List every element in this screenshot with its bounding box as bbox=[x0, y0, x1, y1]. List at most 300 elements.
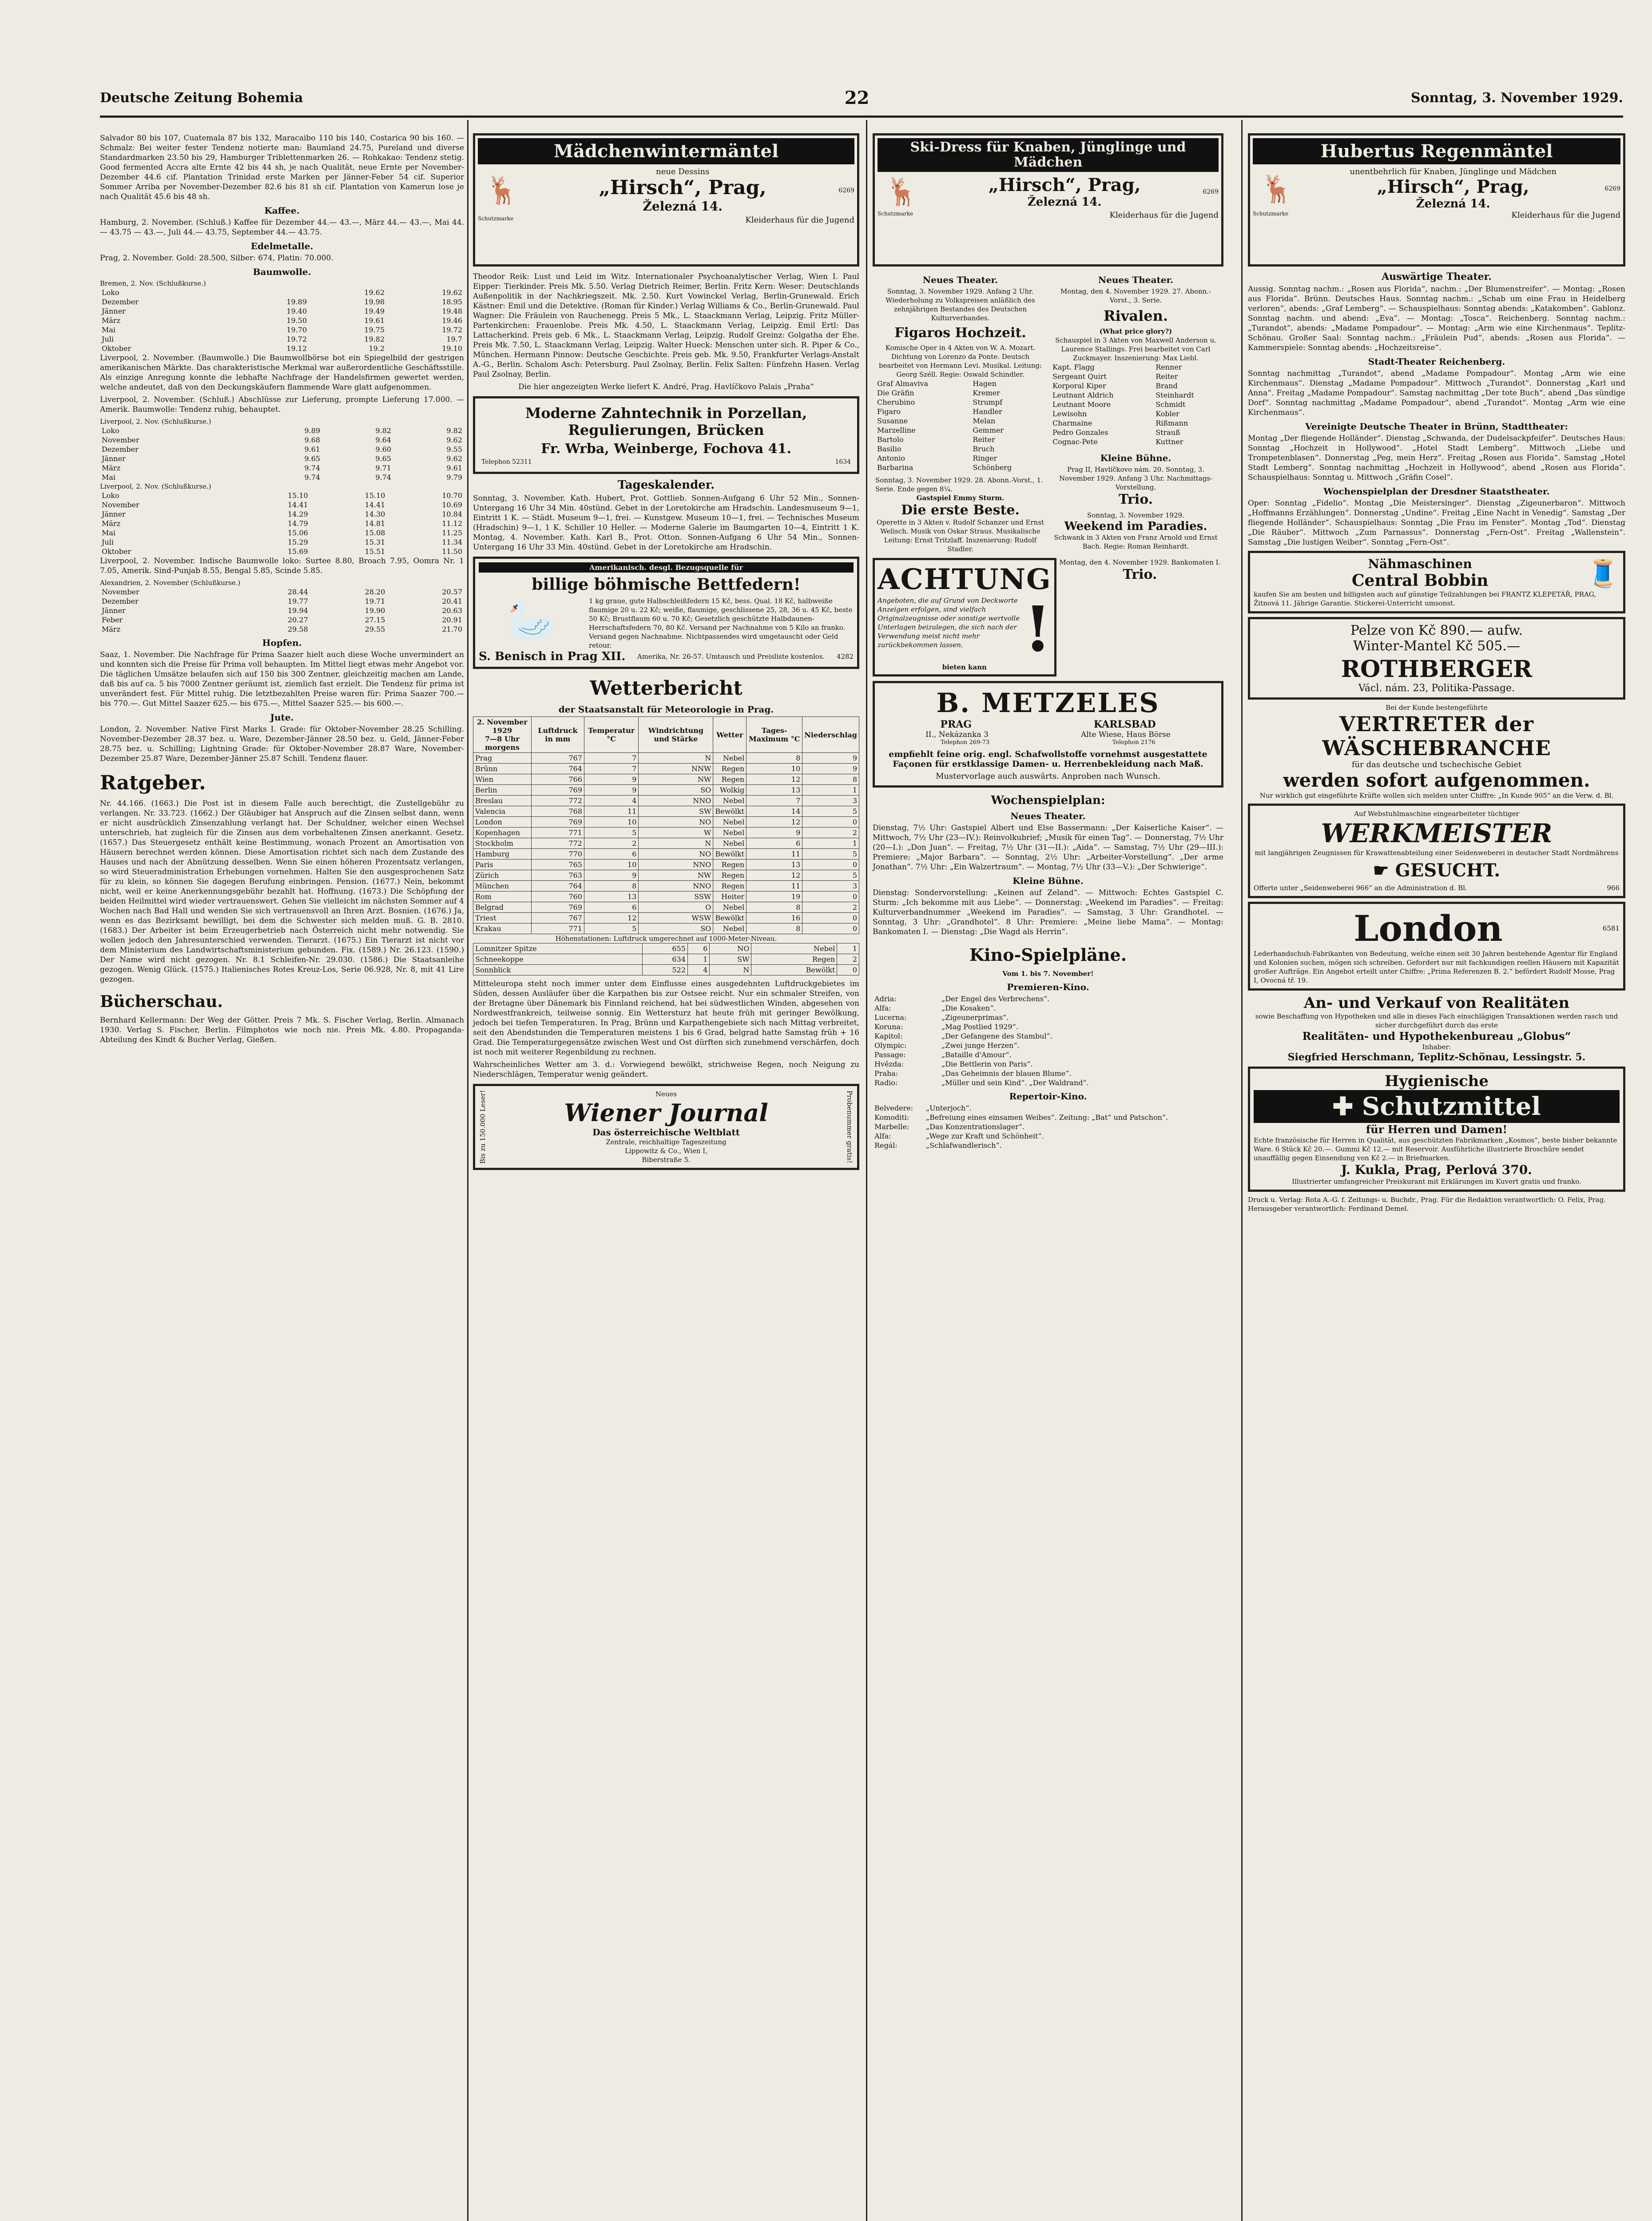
ad-firm: Central Bobbin bbox=[1351, 571, 1489, 590]
play-title: Trio. bbox=[1123, 567, 1157, 582]
table-cell: Bruch bbox=[973, 445, 995, 453]
table-cell: 19.61 bbox=[364, 316, 385, 325]
table-cell bbox=[231, 288, 309, 297]
table-row bbox=[100, 445, 464, 454]
ad-number: 1634 bbox=[835, 458, 851, 466]
table-cell: Olympic: bbox=[874, 1041, 907, 1050]
table-cell: Komoditi: bbox=[874, 1113, 909, 1122]
table-cell: Paris bbox=[473, 860, 532, 870]
table-cell: NNW bbox=[639, 764, 713, 774]
ad-london bbox=[1248, 902, 1625, 991]
table-cell: Reiter bbox=[1156, 372, 1178, 381]
table-cell: 655 bbox=[642, 943, 687, 954]
theater-heading: Vereinigte Deutsche Theater in Brünn, Stadttheater: bbox=[1305, 421, 1568, 432]
cast-row bbox=[875, 398, 1045, 407]
ratgeber-heading: Ratgeber. bbox=[100, 772, 206, 794]
column-divider bbox=[467, 120, 469, 2221]
deer-logo-icon: 🦌 bbox=[485, 175, 519, 206]
table-row bbox=[100, 537, 464, 547]
table-cell: 15.06 bbox=[287, 529, 308, 537]
weather-col-header: Tages-Maximum °C bbox=[747, 717, 802, 753]
table-cell: Feber bbox=[102, 616, 123, 624]
table-cell: 19.50 bbox=[286, 316, 307, 325]
ad-firm: J. Kukla, Prag, Perlová 370. bbox=[1341, 1162, 1532, 1177]
table-cell: Schmidt bbox=[1156, 400, 1186, 409]
table-caption: Bremen, 2. Nov. (Schlußkurse.) bbox=[100, 279, 206, 287]
weather-row bbox=[473, 774, 859, 785]
play-title: Trio. bbox=[1118, 492, 1153, 507]
weather-row bbox=[473, 954, 859, 965]
table-cell: 15.31 bbox=[365, 538, 385, 546]
table-cell: NW bbox=[639, 774, 713, 785]
ad-footer: Kleiderhaus für die Jugend bbox=[1511, 211, 1620, 220]
table-cell: Oktober bbox=[102, 344, 131, 353]
table-cell: Kuttner bbox=[1156, 438, 1183, 446]
column-books-weather bbox=[473, 133, 859, 1170]
table-cell: „Wege zur Kraft und Schönheit“. bbox=[925, 1132, 1044, 1140]
ad-title: Nähmaschinen bbox=[1368, 557, 1472, 571]
kino-row bbox=[873, 1050, 1223, 1059]
ad-address: Václ. nám. 23, Politika-Passage. bbox=[1358, 683, 1515, 694]
table-cell: 0 bbox=[802, 860, 859, 870]
table-cell: Prag bbox=[473, 753, 532, 764]
table-cell: 1 bbox=[802, 785, 859, 796]
ad-tel: 6269 bbox=[1604, 185, 1620, 192]
table-cell: 4 bbox=[687, 965, 710, 975]
table-cell: 19.75 bbox=[364, 326, 385, 334]
table-cell: Cherubino bbox=[877, 398, 915, 406]
table-cell: 9.89 bbox=[304, 426, 320, 435]
table-cell: „Bataille d'Amour“. bbox=[941, 1051, 1012, 1059]
theater-heading: Neues Theater. bbox=[1010, 811, 1086, 821]
weather-row bbox=[473, 785, 859, 796]
kino-row bbox=[873, 1113, 1223, 1122]
ad-vertreter bbox=[1248, 703, 1625, 800]
table-cell: 8 bbox=[584, 881, 639, 892]
table-cell: 19.90 bbox=[365, 606, 385, 615]
ad-title: B. METZELES bbox=[936, 688, 1160, 719]
table-cell: 772 bbox=[531, 796, 584, 806]
table-row bbox=[100, 500, 464, 509]
table-cell: „Das Konzentrationslager“. bbox=[925, 1122, 1025, 1131]
table-cell: Jänner bbox=[102, 510, 126, 518]
table-cell: 19.71 bbox=[365, 597, 385, 605]
weather-row bbox=[473, 943, 859, 954]
table-row bbox=[100, 473, 464, 482]
weather-col-header: Niederschlag bbox=[802, 717, 859, 753]
table-cell: 18.95 bbox=[442, 298, 462, 306]
liverpool-report-2: Liverpool, 2. November. (Schluß.) Abschlüsse zur Lieferung, prompte Lieferung 17.000. — Amerik. Baumwolle: Tendenz ruhig, behauptet. bbox=[100, 395, 464, 414]
table-cell: Strumpf bbox=[973, 398, 1003, 406]
ad-achtung bbox=[873, 558, 1056, 677]
ad-street: Železná 14. bbox=[1027, 195, 1102, 209]
liverpool-report: Liverpool, 2. November. (Baumwolle.) Die Baumwollbörse bot ein Spiegelbild der gestrigen amerikanischen Märkte. Das charakteristische Merkmal war außerordentliche Geschäftsstille. Als einzige Anregung konnte die lebhafte Nachfrage der Handelsfirmen gewertet werden, welche andeutet, daß von den Deckungskäufern flammende Ware glatt aufgenommen. bbox=[100, 354, 464, 392]
table-cell: 2 bbox=[802, 828, 859, 838]
cast-row bbox=[875, 407, 1045, 416]
theater-monday bbox=[1048, 271, 1223, 553]
ad-number: 966 bbox=[1607, 884, 1620, 892]
tageskalender-heading: Tageskalender. bbox=[617, 478, 715, 492]
table-cell: 10.84 bbox=[442, 510, 462, 518]
achtung-row bbox=[873, 558, 1223, 677]
ratgeber-text: Nr. 44.166. (1663.) Die Post ist in diesem Falle auch berechtigt, die Zustellgebühr zu verlangen. Nr. 33.723. (1662.) Der Gläubiger hat Anspruch auf die Zinsen selbst dann, wenn er nicht ausdrücklich Zinsenzahlung verlangt hat. Der Schuldner, welcher einen Wechsel unterschrieb, hat zugleich für die Zinsen aus dem vorbehaltenen Zinsen anerkannt. Gesetz. (1657.) Das Steuergesetz enthält keine Bestimmung, wonach Prozent an Amortisation von Häusern berechnet werden können. Diese Amortisation richtet sich nach dem Zustande des Hauses und nach der Abnützung desselben. Wenn Sie einen höheren Prozentsatz verlangen, so wird Steueradministration Erhebungen vornehmen. Halten Sie den ausgesprochenen Satz für zu klein, so können Sie dagegen Berufung einbringen. Pension. (1677.) Nein, bekommt nicht, weil er keine Anerkennungsgebühr bezahlt hat. Hoffnung. (1673.) Die Schöpfung der beiden Heilmittel wird wieder vertrauenswert. Gehen Sie vielleicht im nächsten Sommer auf 4 Wochen nach Bad Hall und wenden Sie sich vertrauensvoll an Ihren Arzt. Bosnien. (1676.) Ja, wenn es das Bezirksamt bewilligt, bei dem die Schwester sich melden muß. G. B. 2810. (1683.) Der Arbeiter ist beim Erzeugerbetrieb nach Österreich nicht mehr notwendig. Sie wollen jedoch den Jahresunterschied verwenden. Tierarzt. (1675.) Ein Tierarzt ist nicht vor dem Ministerium des Landwirtschaftsministerium gebunden. Fix. (1589.) Nr. 26.123. (1590.) Der Name wird nicht gezogen. Nr. 8.1 Schleifen-Nr. 29.030. (1586.) Die Staatsanleihe gezogen. Wenig Glück. (1575.) Italienisches Rotes Kreuz-Los, Serie 06.928, Nr. 8, mit 41 Lire gezogen. bbox=[100, 799, 464, 984]
table-row bbox=[100, 426, 464, 435]
table-cell: Jänner bbox=[102, 307, 126, 315]
table-row bbox=[100, 344, 464, 353]
play-info: Komische Oper in 4 Akten von W. A. Mozart. Dichtung von Lorenzo da Ponte. Deutsch bearbeitet von Hermann Levi. Musikal. Leitung: Georg Széll. Regie: Oswald Schindler. bbox=[878, 344, 1042, 378]
table-cell: 9.79 bbox=[446, 473, 462, 482]
table-cell: 19.46 bbox=[442, 316, 462, 325]
table-cell: 15.10 bbox=[365, 491, 385, 500]
weather-row bbox=[473, 764, 859, 774]
ad-title: London bbox=[1354, 908, 1503, 949]
table-row bbox=[100, 297, 464, 306]
ad-text: sowie Beschaffung von Hypotheken und alle in dieses Fach einschlägigen Transaktionen werden rasch und sicher durchgeführt durch das erste bbox=[1255, 1012, 1618, 1029]
weather-row bbox=[473, 753, 859, 764]
table-cell: 11 bbox=[747, 881, 802, 892]
ad-schutzmittel bbox=[1248, 1067, 1625, 1192]
table-cell: Schönberg bbox=[973, 463, 1012, 472]
table-cell: 15.08 bbox=[365, 529, 385, 537]
cast-table bbox=[875, 379, 1045, 472]
table-cell: 9.55 bbox=[446, 445, 462, 454]
table-cell: 5 bbox=[584, 923, 639, 934]
ad-street: Železná 14. bbox=[643, 199, 723, 214]
cast-row bbox=[1051, 372, 1221, 381]
ad-title: Schutzmittel bbox=[1362, 1092, 1541, 1121]
table-cell: Regen bbox=[713, 774, 747, 785]
ad-rothberger bbox=[1248, 617, 1625, 700]
table-cell: 19.7 bbox=[446, 335, 462, 343]
table-cell: Radio: bbox=[874, 1079, 898, 1087]
ad-footer: Kleiderhaus für die Jugend bbox=[1109, 211, 1219, 220]
theater-note: Wiederholung zu Volkspreisen anläßlich des zehnjährigen Bestandes des Deutschen Kulturverbandes. bbox=[886, 296, 1035, 322]
ad-text: empfiehlt feine orig. engl. Schafwollstoffe vornehmst ausgestattete Façonen für erstklassige Damen- u. Herrenbekleidung nach Maß. bbox=[889, 749, 1207, 769]
table-cell: 9 bbox=[747, 828, 802, 838]
table-cell: N bbox=[639, 753, 713, 764]
kino-row bbox=[873, 1103, 1223, 1113]
ad-number: 4282 bbox=[836, 653, 854, 661]
table-cell: Nebel bbox=[713, 902, 747, 913]
table-cell: 19.89 bbox=[286, 298, 307, 306]
theater-text: Sonntag nachmittag „Turandot“, abend „Madame Pompadour“. Montag „Arm wie eine Kirchenmaus“. Dienstag „Madame Pompadour“. Mittwoch „Turandot“. Donnerstag „Karl und Anna“. Freitag „Madame Pompadour“. Samstag nachmittag „Der tote Buch“, abend „Das sündige Dorf“. Sonntag nachmittag „Madame Pompadour“, abend „Turandot“. Montag „Arm wie eine Kirchenmaus“. bbox=[1248, 369, 1625, 417]
pointing-hand-icon: ☛ bbox=[1373, 860, 1389, 881]
wetterbericht-heading: Wetterbericht bbox=[590, 677, 743, 700]
ad-trademark: Schutzmarke bbox=[1253, 211, 1289, 217]
table-cell: 15.29 bbox=[287, 538, 308, 546]
table-cell: Bewölkt bbox=[713, 913, 747, 923]
table-cell: 1 bbox=[802, 838, 859, 849]
table-cell: Nebel bbox=[713, 923, 747, 934]
kino-row bbox=[873, 1122, 1223, 1131]
ad-footer: Kleiderhaus für die Jugend bbox=[745, 215, 854, 225]
ad-footer: Amerika, Nr. 26-57. Umtausch und Preisliste kostenlos. bbox=[637, 653, 825, 661]
table-cell: 13 bbox=[747, 860, 802, 870]
table-cell: 2 bbox=[584, 838, 639, 849]
table-cell: 14.79 bbox=[287, 519, 308, 528]
table-row bbox=[100, 528, 464, 537]
table-cell: 14.41 bbox=[365, 501, 385, 509]
table-cell: Kapitol: bbox=[874, 1032, 903, 1040]
table-cell: 20.91 bbox=[442, 616, 462, 624]
metals-report: Prag, 2. November. Gold: 28.500, Silber: 674, Platin: 70.000. bbox=[100, 254, 334, 263]
table-cell: 9.60 bbox=[375, 445, 391, 454]
table-cell: 15.10 bbox=[287, 491, 308, 500]
kino-row bbox=[873, 1022, 1223, 1031]
table-cell: Schneekoppe bbox=[473, 954, 643, 965]
ad-hirsch-hubertus bbox=[1248, 133, 1625, 267]
ad-text: 1 kg graue, gute Halbschleißfedern 15 Kč, bess. Qual. 18 Kč, halbweiße flaumige 20 u. 22 Kč; weiße, flaumige, geschlissene 25, 28, 36 u. 45 Kč, beste 50 Kč; Brustflaum 60 u. 70 Kč; Gesetzlich geschützte Halbdaunen-Herrschaftsfedern 70, 80 Kč. Versand per Nachnahme von 5 Kilo an franko. Versand gegen Nachnahme. Nichtpassendes wird umgetauscht oder Geld retour. bbox=[589, 597, 853, 649]
ad-wiener-journal bbox=[473, 1084, 859, 1170]
ad-title: VERTRETER der WÄSCHEBRANCHE bbox=[1322, 712, 1551, 760]
ad-gesucht bbox=[1254, 860, 1620, 881]
ad-text: Nur wirklich gut eingeführte Kräfte wollen sich melden unter Chiffre: „In Kunde 905“ an die Verw. d. Bl. bbox=[1259, 792, 1614, 800]
weather-row bbox=[473, 796, 859, 806]
table-cell: NO bbox=[639, 817, 713, 828]
ad-tel: Telephon 2176 bbox=[1112, 739, 1156, 746]
table-cell: Heiter bbox=[713, 892, 747, 902]
section-heading: Jute. bbox=[270, 712, 294, 723]
table-cell: Belvedere: bbox=[874, 1104, 913, 1112]
table-cell: Die Gräfin bbox=[877, 389, 914, 397]
table-cell: 19.62 bbox=[364, 288, 385, 297]
cross-icon: ✚ bbox=[1332, 1092, 1354, 1121]
table-cell: 767 bbox=[531, 753, 584, 764]
play-title: Rivalen. bbox=[1104, 307, 1168, 324]
liverpool-cotton-table bbox=[100, 426, 464, 482]
ad-headline: Moderne Zahntechnik in Porzellan, Regulierungen, Brücken bbox=[525, 405, 807, 438]
cast-row bbox=[1051, 381, 1221, 390]
ad-address: Alte Wiese, Haus Börse bbox=[1080, 730, 1171, 739]
table-cell: 11.12 bbox=[442, 519, 462, 528]
table-cell: Valencia bbox=[473, 806, 532, 817]
buecherschau-heading: Bücherschau. bbox=[100, 992, 223, 1011]
weather-col-header: Wetter bbox=[713, 717, 747, 753]
ad-number: 6581 bbox=[1602, 924, 1620, 932]
weather-date: 2. November 1929 bbox=[477, 718, 528, 735]
table-cell: „Der Engel des Verbrechens“. bbox=[941, 995, 1050, 1003]
weather-row bbox=[473, 828, 859, 838]
table-cell: 9.61 bbox=[446, 464, 462, 472]
table-cell: 771 bbox=[531, 923, 584, 934]
column-theater bbox=[873, 133, 1223, 1150]
table-cell: 12 bbox=[747, 817, 802, 828]
table-cell: 2 bbox=[837, 954, 859, 965]
table-cell: Nebel bbox=[713, 828, 747, 838]
table-cell: „Die Bettlerin von Paris“. bbox=[941, 1060, 1033, 1068]
table-cell: „Schlafwandlerisch“. bbox=[925, 1141, 1002, 1150]
table-cell: Steinhardt bbox=[1156, 391, 1194, 399]
ad-naehmaschinen bbox=[1248, 551, 1625, 613]
ad-title: billige böhmische Bettfedern! bbox=[532, 575, 801, 594]
weather-mountain-table bbox=[473, 943, 859, 975]
table-row bbox=[100, 288, 464, 297]
market-report: Salvador 80 bis 107, Cuatemala 87 bis 132, Maracaibo 110 bis 140, Costarica 90 bis 160. — Schmalz: Bei weiter fester Tendenz notierte man: Baumland 24.75, Pureland und diverse Standardmarken 23.50 bis 29, Hamburger Triblettenmarken 26. — Rohkakao: Tendenz stetig. Good fermented Accra alte Ernte 42 bis 44 sh, je nach Qualität, neue Ernte per November-Dezember 44.6 cif. Plantation Trinidad erste Marken per Jänner-Feber 54 cif. Superior Sommer Arriba per November-Dezember 82.6 bis 81 sh cif. Plantation von Kamerun lose je nach Qualität 45.6 bis 48 sh. bbox=[100, 134, 464, 201]
ad-firm: S. Benisch in Prag XII. bbox=[479, 650, 626, 663]
table-cell: Kapt. Flagg bbox=[1052, 363, 1095, 371]
column-ads bbox=[1248, 133, 1625, 1213]
weather-text: Mitteleuropa steht noch immer unter dem Einflusse eines ausgedehnten Luftdruckgebietes im Süden, dessen Ausläufer über die Karpathen bis zur Ostsee reicht. Nur ein schmaler Streifen, von der Bretagne über Dänemark bis Finnland reichend, hat bei südwestlichen Winden, abgesehen von Nordwestfrankreich, teilweise sonnig. Ein Wettersturz hat heute früh mit geringer Bewölkung, jedoch bei tiefen Temperaturen. In Prag, Brünn und Karpathengebiete sich nach Mittag verbreitet, seit den Abendstunden die Temperaturen meistens 1 bis 6 Grad, belgrad hatte Samstag früh + 16 Grad. Die Temperaturgegensätze zwischen West und Ost dürften sich zunehmend verschärfen, doch ist noch mit weiterer Regenbildung zu rechnen. bbox=[473, 979, 859, 1057]
imprint: Druck u. Verlag: Rota A.-G. f. Zeitungs- u. Buchdr., Prag. Für die Redaktion verantwortlich: O. Felix, Prag. Herausgeber verantwortlich: Ferdinand Demel. bbox=[1248, 1196, 1606, 1213]
table-cell: Alfa: bbox=[874, 1004, 891, 1012]
table-cell: „Die Kosaken“. bbox=[941, 1004, 996, 1012]
table-cell: SSW bbox=[639, 892, 713, 902]
bremen-cotton-table bbox=[100, 288, 464, 353]
table-cell: 9 bbox=[802, 764, 859, 774]
table-cell: 28.44 bbox=[287, 588, 308, 596]
table-cell: Leutnant Moore bbox=[1052, 400, 1111, 409]
table-cell: 765 bbox=[531, 860, 584, 870]
table-cell: Wolkig bbox=[713, 785, 747, 796]
table-cell: Dezember bbox=[102, 298, 139, 306]
theater-text: Montag „Der fliegende Holländer“. Dienstag „Schwanda, der Dudelsackpfeifer“. Deutsches Haus: Sonntag „Hochzeit in Hollywood“. „Hotel Stadt Lemberg“. Mittwoch „Liebe und Trompetenblasen“. Donnerstag „Peg, mein Herz“. Freitag „Rosen aus Florida“. Samstag „Hotel Stadt Lemberg“. Sonntag nachmittag „Hochzeit in Hollywood“, abend „Rosen aus Florida“. Schauspielhaus: Sonntag u. Mittwoch „Gräfin Cosel“. bbox=[1248, 434, 1625, 482]
table-cell: Hvězda: bbox=[874, 1060, 904, 1068]
table-cell: Brünn bbox=[473, 764, 532, 774]
kino-subheading: Premieren-Kino. bbox=[1007, 982, 1089, 992]
table-cell: Charmaine bbox=[1052, 419, 1092, 427]
weather-col-header: Windrichtung und Stärke bbox=[639, 717, 713, 753]
coffee-report: Hamburg, 2. November. (Schluß.) Kaffee für Dezember 44.— 43.—, März 44.— 43.—, Mai 44.— 43.75 — 43.—, Juli 44.— 43.75, September 44.— 43.75. bbox=[100, 218, 464, 237]
table-cell: 13 bbox=[584, 892, 639, 902]
table-cell: NO bbox=[710, 943, 751, 954]
table-cell: Praha: bbox=[874, 1069, 898, 1078]
ad-text: mit langjährigen Zeugnissen für Krawattenabteilung einer Seidenweberei in deutscher Stadt Nordmährens bbox=[1255, 849, 1619, 857]
table-cell: SW bbox=[639, 806, 713, 817]
table-cell: Gemmer bbox=[973, 426, 1004, 434]
table-row bbox=[100, 334, 464, 344]
table-cell: 10.69 bbox=[442, 501, 462, 509]
table-cell: 8 bbox=[747, 753, 802, 764]
ad-line: Lippowitz & Co., Wien I, bbox=[625, 1147, 707, 1155]
table-cell: Bewölkt bbox=[751, 965, 837, 975]
table-caption: Liverpool, 2. Nov. (Schlußkurse.) bbox=[100, 418, 211, 426]
ad-metzeles bbox=[873, 681, 1223, 788]
table-cell: 14 bbox=[747, 806, 802, 817]
kino-table bbox=[873, 994, 1223, 1087]
table-cell: 16 bbox=[747, 913, 802, 923]
table-cell: November bbox=[102, 588, 139, 596]
table-cell: 763 bbox=[531, 870, 584, 881]
section-heading: Hopfen. bbox=[262, 637, 302, 648]
table-cell: 8 bbox=[802, 774, 859, 785]
table-cell: 29.55 bbox=[365, 625, 385, 633]
weather-row bbox=[473, 849, 859, 860]
section-heading: Baumwolle. bbox=[253, 267, 311, 277]
table-cell: Loko bbox=[102, 426, 119, 435]
table-cell: NO bbox=[639, 849, 713, 860]
ad-footer: bieten kann bbox=[942, 663, 987, 671]
table-cell: 15.69 bbox=[287, 547, 308, 556]
table-cell: 9 bbox=[584, 774, 639, 785]
table-cell: 3 bbox=[802, 796, 859, 806]
ad-side-right: Probenummer gratis! bbox=[846, 1091, 854, 1163]
play-info: Operette in 3 Akten v. Rudolf Schanzer und Ernst Welisch. Musik von Oskar Straus. Musikalische Leitung: Ernst Tritzlaff. Inszenierung: Rudolf Stadler. bbox=[876, 518, 1044, 553]
weather-row bbox=[473, 913, 859, 923]
table-cell: München bbox=[473, 881, 532, 892]
table-cell: 9.64 bbox=[375, 436, 391, 444]
table-cell: 9.82 bbox=[375, 426, 391, 435]
table-cell: Regál: bbox=[874, 1141, 897, 1150]
table-cell: 28.20 bbox=[365, 588, 385, 596]
table-cell: O bbox=[639, 902, 713, 913]
table-cell: 19.70 bbox=[286, 326, 307, 334]
table-cell: Regen bbox=[713, 881, 747, 892]
ad-label: Inhaber: bbox=[1422, 1043, 1451, 1051]
table-cell: 20.63 bbox=[442, 606, 462, 615]
weather-row bbox=[473, 902, 859, 913]
table-cell: Basilio bbox=[877, 445, 901, 453]
weather-table bbox=[473, 716, 859, 934]
column-divider bbox=[866, 120, 867, 2221]
weather-row bbox=[473, 892, 859, 902]
table-cell: März bbox=[102, 625, 120, 633]
table-cell: 12 bbox=[747, 870, 802, 881]
ad-title: Hubertus Regenmäntel bbox=[1253, 138, 1620, 164]
table-cell: März bbox=[102, 464, 120, 472]
table-cell: Regen bbox=[713, 764, 747, 774]
cast-row bbox=[875, 454, 1045, 463]
table-row bbox=[100, 587, 464, 597]
section-heading: Kaffee. bbox=[264, 205, 300, 216]
kino-subheading: Repertoir-Kino. bbox=[1009, 1091, 1087, 1102]
theater-heading: Kleine Bühne. bbox=[1013, 876, 1084, 886]
ad-street: Železná 14. bbox=[1416, 197, 1490, 211]
ad-title: An- und Verkauf von Realitäten bbox=[1303, 994, 1570, 1012]
table-cell: 19.10 bbox=[442, 344, 462, 353]
table-cell: N bbox=[639, 838, 713, 849]
ad-firm: „Hirsch“, Prag, bbox=[988, 175, 1141, 195]
theater-date: Sonntag, 3. November 1929. Anfang 2 Uhr. bbox=[887, 287, 1034, 295]
cast-row bbox=[875, 463, 1045, 472]
table-cell: 9 bbox=[802, 753, 859, 764]
table-cell: 769 bbox=[531, 817, 584, 828]
cast-row bbox=[875, 435, 1045, 444]
table-cell: 14.29 bbox=[287, 510, 308, 518]
cast-row bbox=[875, 416, 1045, 426]
table-cell: Loko bbox=[102, 288, 119, 297]
table-cell: 5 bbox=[802, 849, 859, 860]
issue-date: Sonntag, 3. November 1929. bbox=[1410, 90, 1623, 106]
table-cell: 19.49 bbox=[364, 307, 385, 315]
wochenspielplan-heading: Wochenspielplan: bbox=[991, 794, 1105, 807]
table-cell: W bbox=[639, 828, 713, 838]
table-cell: Sonnblick bbox=[473, 965, 643, 975]
table-cell: 2 bbox=[802, 902, 859, 913]
table-row bbox=[100, 491, 464, 500]
table-cell: 10 bbox=[747, 764, 802, 774]
table-row bbox=[100, 463, 464, 473]
table-cell: 634 bbox=[642, 954, 687, 965]
ad-firm: ROTHBERGER bbox=[1341, 656, 1533, 683]
table-cell: 769 bbox=[531, 785, 584, 796]
table-cell: 3 bbox=[802, 881, 859, 892]
table-cell: 11.34 bbox=[442, 538, 462, 546]
table-cell: 19.98 bbox=[364, 298, 385, 306]
table-cell: 5 bbox=[802, 870, 859, 881]
table-cell: Loko bbox=[102, 491, 119, 500]
play-info: Schauspiel in 3 Akten von Maxwell Anderson u. Laurence Stallings. Frei bearbeitet von Carl Zuckmayer. Inszenierung: Max Liebl. bbox=[1055, 336, 1216, 362]
table-cell: Figaro bbox=[877, 407, 901, 416]
table-cell: Handler bbox=[973, 407, 1002, 416]
table-cell: 9.62 bbox=[446, 454, 462, 463]
table-cell: 9.74 bbox=[375, 473, 391, 482]
table-cell: 12 bbox=[584, 913, 639, 923]
cast-row bbox=[1051, 437, 1221, 446]
ad-firm: „Hirsch“, Prag, bbox=[599, 176, 766, 199]
table-cell: Mai bbox=[102, 326, 116, 334]
play-info: Schwank in 3 Akten von Franz Arnold und Ernst Bach. Regie: Roman Reinhardt. bbox=[1054, 533, 1218, 550]
table-cell: 0 bbox=[837, 965, 859, 975]
